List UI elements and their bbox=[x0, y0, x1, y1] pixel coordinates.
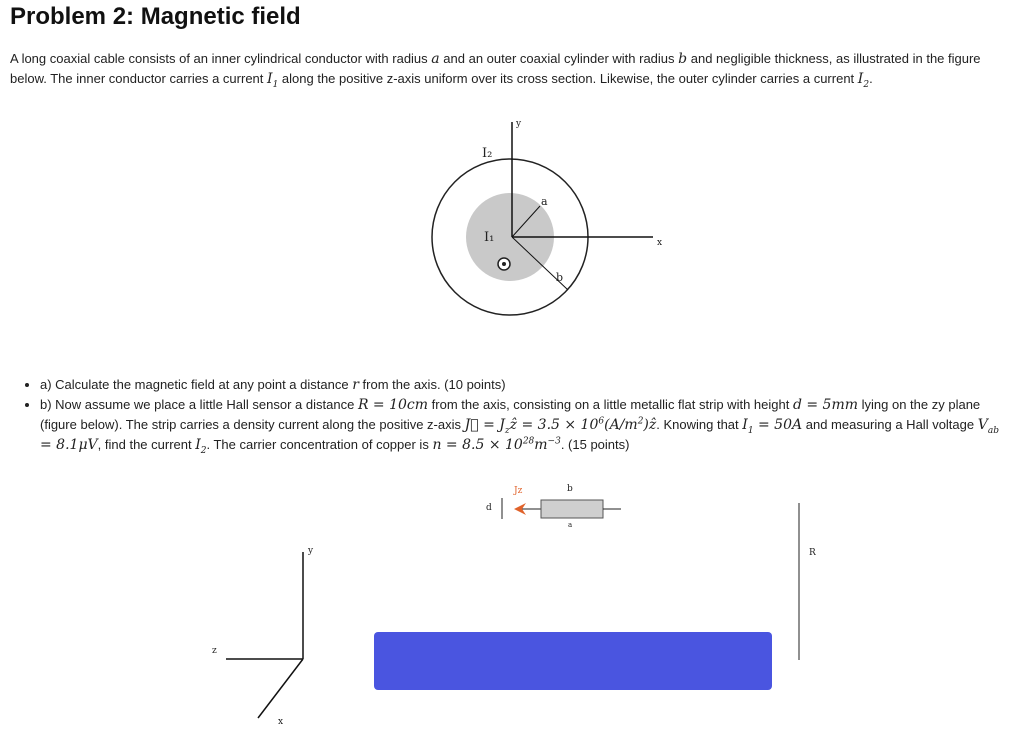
label-R: R bbox=[809, 548, 816, 558]
var-b: b bbox=[678, 51, 688, 67]
eq-Vab: $V_{ab} = 8.1\mu V$ bbox=[40, 417, 1000, 453]
label-x: x bbox=[657, 238, 663, 248]
label-b: b bbox=[556, 271, 564, 284]
question-b: • b) Now assume we place a little Hall sensor a distance R = 10cm from the axis, consisting on a little metallic flat strip with height d = 5mm lying on the zy plane (figure below). The strip carries a density current along the positive z-axis J⃗ = $J_zẑ = 3.5$ × $10^6(A/m^2)ẑ$. Knowing that $I_1 = 50A$ and measuring a Hall voltage $V_{ab} = 8.1\mu V$, find the current $I_2$. The carrier concentration of copper is $n = 8.5 \times 10^{28}m^{-3}$. (15 points) bbox=[40, 395, 1000, 455]
var-I2: $I_2$ bbox=[857, 71, 870, 90]
label-I2: I₂ bbox=[482, 146, 493, 161]
xyz-axes bbox=[212, 546, 314, 727]
intro-text-2: and an outer coaxial cylinder with radius bbox=[443, 51, 675, 66]
var-I1: $I_1$ bbox=[267, 71, 279, 90]
label-a: a bbox=[541, 195, 548, 208]
label-Jz: Jz bbox=[514, 486, 523, 496]
label-axis-x: x bbox=[278, 717, 284, 727]
var-r: r bbox=[352, 377, 359, 393]
axis-x bbox=[258, 659, 303, 718]
intro-text-4: along the positive z-axis uniform over its cross section. Likewise, the outer cylinder carries a current bbox=[281, 71, 855, 86]
label-axis-z: z bbox=[212, 646, 217, 656]
intro-period: . bbox=[869, 71, 873, 86]
intro-text-1: A long coaxial cable consists of an inner cylindrical conductor with radius bbox=[10, 51, 428, 66]
problem-title: Problem 2: Magnetic field bbox=[10, 3, 301, 30]
hall-sensor-figure bbox=[486, 484, 621, 529]
var-a: a bbox=[431, 51, 440, 67]
hall-strip bbox=[541, 500, 603, 518]
label-d: d bbox=[486, 503, 492, 513]
coax-cross-section-figure bbox=[432, 119, 662, 315]
question-a: • a) Calculate the magnetic field at any point a distance r from the axis. (10 points) bbox=[40, 375, 1000, 395]
eq-R: R = 10cm bbox=[357, 397, 429, 413]
label-I1: I₁ bbox=[484, 230, 495, 245]
eq-d: d = 5mm bbox=[792, 397, 859, 413]
question-list bbox=[10, 375, 1000, 455]
eq-J: J⃗ = $J_zẑ = 3.5$ × $10^6(A/m^2)ẑ$ bbox=[464, 416, 657, 436]
var-I2-b: $I_2$ bbox=[195, 437, 207, 456]
coax-cable-bar bbox=[374, 632, 772, 690]
out-of-page-current-dot bbox=[502, 262, 506, 266]
intro-text-3: and negligible thickness, as illustrated in the figure below. The inner conductor carries a current bbox=[10, 51, 981, 86]
eq-n: $n = 8.5 \times 10^{28}m^{-3}$ bbox=[432, 436, 561, 453]
label-y: y bbox=[516, 119, 522, 129]
label-a-strip: a bbox=[568, 521, 573, 529]
label-axis-y: y bbox=[308, 546, 314, 556]
label-b-strip: b bbox=[567, 484, 573, 494]
eq-I1: $I_1 = 50A$ bbox=[742, 417, 803, 436]
